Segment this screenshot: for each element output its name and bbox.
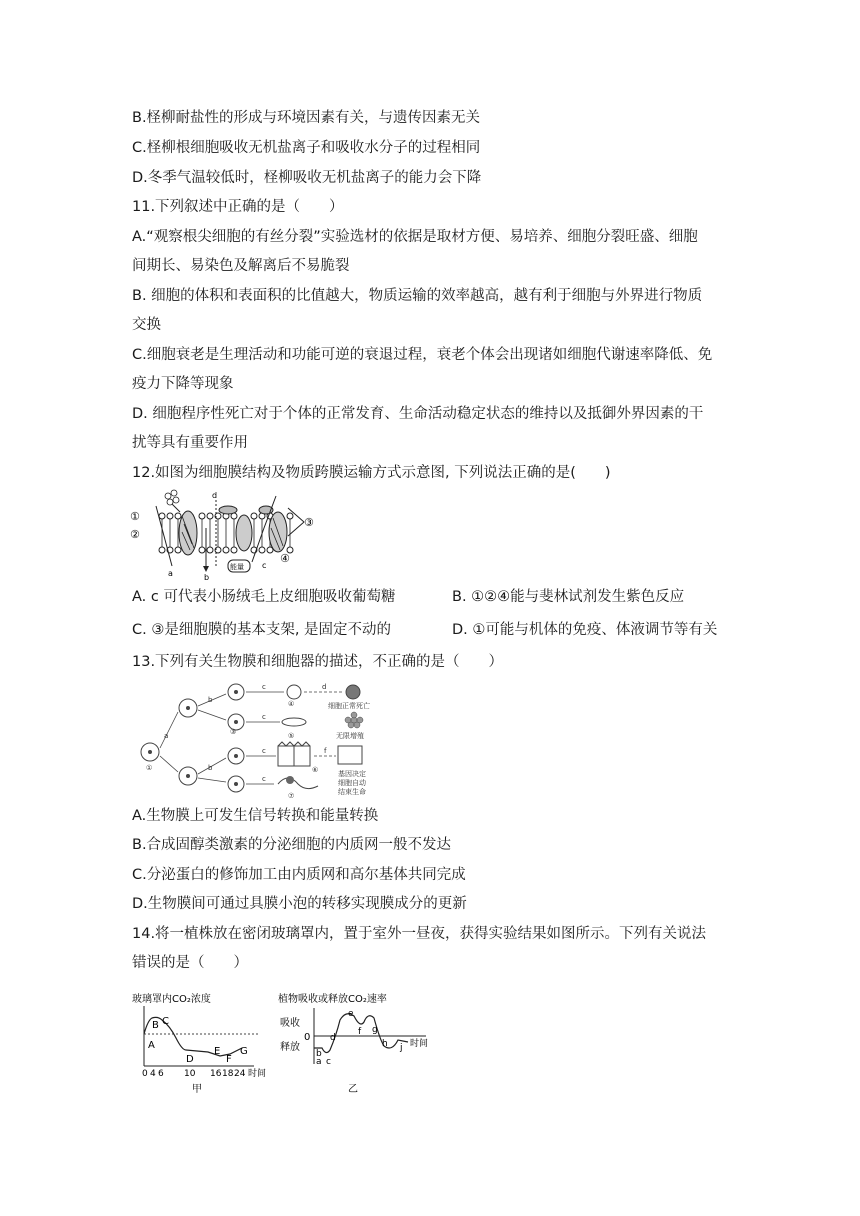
q11-option-d-line1: D. 细胞程序性死亡对于个体的正常发育、生命活动稳定状态的维持以及抵御外界因素的干 [132,406,704,422]
label-1: ① [130,510,140,523]
jia-point-b: B [152,1020,159,1031]
q12-option-b: B. ①②④能与斐林试剂发生紫色反应 [452,589,685,605]
label-2: ② [130,528,140,541]
q12-option-c: C. ③是细胞膜的基本支架, 是固定不动的 [132,622,392,638]
q11-option-c-line1: C.细胞衰老是生理活动和功能可逆的衰退过程，衰老个体会出现诸如细胞代谢速率降低、免 [132,347,713,363]
fate-label-f: f [324,747,327,755]
q11-option-b-line2: 交换 [132,317,161,333]
jia-xlabel: 时间 [248,1069,267,1079]
fate-label-c1: c [262,683,266,691]
label-4: ④ [280,552,290,565]
label-a: a [168,569,173,578]
yi-point-h: h [382,1039,388,1049]
jia-point-a: A [148,1040,155,1051]
fate-label-d: d [322,683,327,691]
jia-tick-18: 18 [222,1069,234,1079]
yi-point-g: g [372,1025,378,1035]
label-energy: 能量 [230,563,244,571]
q11-option-a-line1: A.“观察根尖细胞的有丝分裂”实验选材的依据是取材方便、易培养、细胞分裂旺盛、细胞 [132,229,698,245]
yi-point-e: e [348,1009,354,1019]
fate-label-c2: c [262,713,266,721]
fate-label-c4: c [262,775,266,783]
yi-point-d: d [330,1033,336,1043]
fate-label-gene3: 结束生命 [338,788,366,796]
q11-option-c-line2: 疫力下降等现象 [132,376,234,392]
q10-option-b: B.柽柳耐盐性的形成与环境因素有关，与遗传因素无关 [132,110,481,126]
label-c: c [262,561,267,570]
graph-yi [276,990,446,1096]
label-3: ③ [304,516,314,529]
yi-xlabel: 时间 [410,1039,429,1049]
yi-point-j: j [400,1043,403,1053]
fate-label-a: a [164,732,169,740]
jia-point-d: D [186,1054,194,1065]
fate-label-gene1: 基因决定 [338,770,366,778]
yi-zero: 0 [304,1032,311,1043]
jia-tick-0: 0 [142,1069,148,1079]
q13-option-d: D.生物膜间可通过具膜小泡的转移实现膜成分的更新 [132,896,467,912]
q11-stem: 11.下列叙述中正确的是（ ） [132,199,344,215]
q11-option-a-line2: 间期长、易染色及解离后不易脆裂 [132,258,350,274]
yi-point-a: a [316,1057,322,1067]
cell-fate-diagram [138,680,388,802]
label-d: d [212,491,218,500]
fate-label-7: ⑦ [288,792,295,800]
q13-option-b: B.合成固醇类激素的分泌细胞的内质网一般不发达 [132,837,452,853]
fate-label-1: ① [146,764,153,772]
q11-option-b-line1: B. 细胞的体积和表面积的比值越大，物质运输的效率越高，越有利于细胞与外界进行物质 [132,288,703,304]
q12-option-d: D. ①可能与机体的免疫、体液调节等有关 [452,622,718,638]
fate-label-3: ③ [230,728,237,736]
fate-label-b2: b [208,764,213,772]
q11-option-d-line2: 扰等具有重要作用 [132,435,248,451]
fate-label-4: ④ [288,700,295,708]
jia-point-c: C [162,1016,169,1027]
graph-jia [130,990,280,1096]
yi-caption: 乙 [348,1084,358,1095]
q14-stem-line1: 14.将一植株放在密闭玻璃罩内，置于室外一昼夜，获得实验结果如图所示。下列有关说法 [132,926,707,942]
jia-tick-6: 6 [158,1069,164,1079]
jia-point-g: G [240,1046,248,1057]
q13-option-a: A.生物膜上可发生信号转换和能量转换 [132,808,379,824]
fate-label-gene2: 细胞自动 [338,779,366,787]
q10-option-c: C.柽柳根细胞吸收无机盐离子和吸收水分子的过程相同 [132,140,481,156]
fate-label-6: ⑥ [312,766,319,774]
yi-point-c: c [326,1057,331,1067]
jia-caption: 甲 [192,1084,202,1095]
jia-ylabel: 玻璃罩内CO₂浓度 [132,994,211,1005]
q10-option-d: D.冬季气温较低时，柽柳吸收无机盐离子的能力会下降 [132,170,482,186]
q13-option-c: C.分泌蛋白的修饰加工由内质网和高尔基体共同完成 [132,867,466,883]
jia-tick-10: 10 [184,1069,196,1079]
yi-ylabel: 植物吸收或释放CO₂速率 [278,994,387,1005]
q14-stem-line2: 错误的是（ ） [132,955,248,971]
jia-tick-16: 16 [210,1069,222,1079]
yi-release: 释放 [280,1042,300,1053]
fate-label-prolif: 无限增殖 [336,732,364,740]
q12-stem: 12.如图为细胞膜结构及物质跨膜运输方式示意图, 下列说法正确的是( ) [132,465,611,481]
jia-point-e: E [214,1046,221,1057]
jia-point-f: F [226,1054,232,1065]
fate-label-c3: c [262,747,266,755]
yi-absorb: 吸收 [280,1018,300,1029]
yi-point-f: f [358,1027,362,1037]
membrane-diagram [128,488,316,580]
fate-label-b1: b [208,696,213,704]
yi-point-b: b [316,1049,322,1059]
jia-tick-4: 4 [150,1069,156,1079]
fate-label-5: ⑤ [288,732,295,740]
q12-option-a: A. c 可代表小肠绒毛上皮细胞吸收葡萄糖 [132,589,396,605]
q13-stem: 13.下列有关生物膜和细胞器的描述，不正确的是（ ） [132,654,504,670]
fate-label-death: 细胞正常死亡 [328,702,370,710]
jia-tick-24: 24 [234,1069,246,1079]
label-b: b [204,573,210,580]
